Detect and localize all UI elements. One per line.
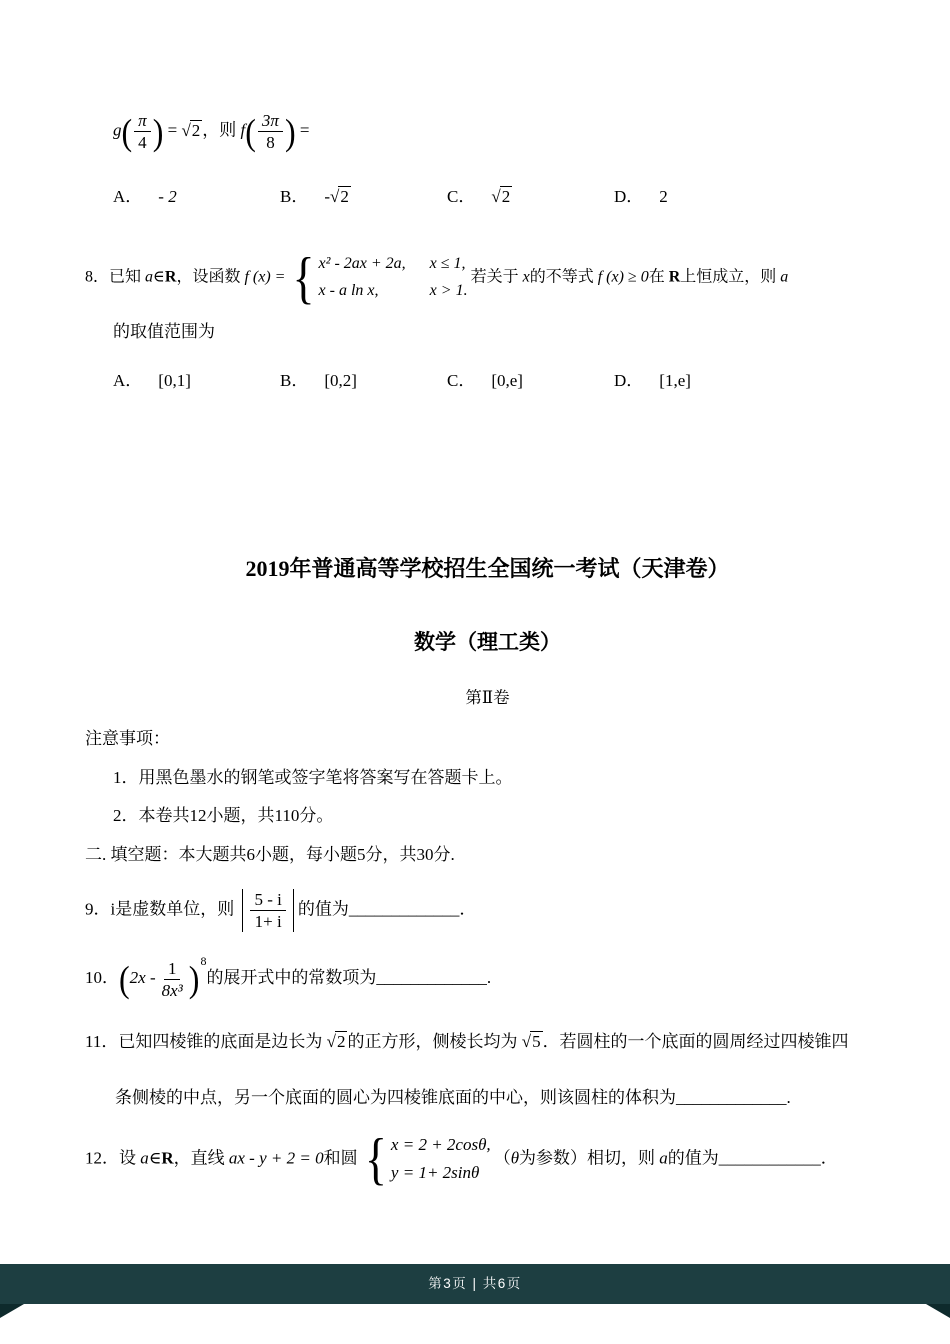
text: 上恒成立，则 bbox=[680, 268, 777, 286]
open-paren-icon: ( bbox=[119, 958, 130, 1000]
fraction-pi-over-4 bbox=[134, 110, 151, 154]
math-f-of-x: f (x) = bbox=[244, 268, 286, 286]
option-label: D． bbox=[614, 370, 644, 390]
text: 的取值范围为 bbox=[113, 322, 215, 342]
piecewise-function bbox=[292, 245, 468, 309]
brace-icon: { bbox=[292, 245, 315, 309]
math-var-a: a bbox=[659, 1147, 668, 1167]
question-11-line-2 bbox=[115, 1085, 890, 1111]
equation-x: x = 2 + 2cosθ, bbox=[390, 1134, 491, 1154]
radicand: 2 bbox=[340, 186, 349, 206]
piecewise-rows bbox=[319, 252, 468, 304]
open-paren-icon: ( bbox=[121, 111, 133, 153]
footer-corner-right-decoration bbox=[926, 1304, 950, 1318]
minus-sign: - bbox=[324, 186, 331, 206]
math-var-a: a bbox=[780, 268, 789, 286]
text: 设 bbox=[119, 1147, 136, 1167]
fraction-denominator: 1+ i bbox=[254, 911, 282, 931]
parametric-circle-equations bbox=[364, 1126, 491, 1191]
option-d bbox=[614, 368, 781, 394]
text: 在 bbox=[648, 268, 665, 286]
question-number: 11． bbox=[85, 1032, 119, 1052]
page-footer bbox=[0, 1264, 950, 1304]
option-a bbox=[113, 184, 280, 210]
math-var-a: a bbox=[140, 1147, 149, 1167]
option-c bbox=[447, 368, 614, 394]
question-8-stem-line-2 bbox=[113, 319, 890, 345]
radical-icon: √ bbox=[330, 186, 340, 206]
question-number: 8． bbox=[85, 268, 110, 286]
math-inequality: f (x) ≥ 0 bbox=[597, 268, 649, 286]
equals-sign: = bbox=[167, 120, 178, 140]
text: ，直线 bbox=[173, 1147, 225, 1167]
option-label: A． bbox=[113, 186, 143, 206]
text: 若关于 bbox=[470, 268, 519, 286]
option-label: A． bbox=[113, 370, 143, 390]
set-r-symbol: R bbox=[164, 268, 177, 286]
note-item-2: 2．本卷共12小题，共110分。 bbox=[113, 806, 334, 826]
fraction-denominator: 8 bbox=[266, 133, 275, 153]
question-8-options bbox=[113, 368, 890, 394]
case-2-expression: x - a ln x, bbox=[318, 281, 379, 299]
math-imaginary-unit: i bbox=[110, 899, 116, 919]
radicand: 2 bbox=[336, 1032, 346, 1052]
text-then: ，则 bbox=[202, 120, 237, 140]
text: 为参数）相切，则 bbox=[519, 1147, 656, 1167]
question-11-line-1 bbox=[85, 1029, 890, 1055]
text: ，设函数 bbox=[176, 268, 241, 286]
math-2x-minus: 2x - bbox=[129, 968, 156, 988]
exam-subject: 数学（理工类） bbox=[414, 630, 561, 655]
close-paren-icon: ) bbox=[284, 111, 296, 153]
fraction-1-over-8x3 bbox=[158, 958, 187, 1002]
math-var-x: x bbox=[522, 268, 530, 286]
fraction-complex bbox=[250, 889, 285, 933]
question-number: 10． bbox=[85, 968, 119, 988]
open-paren-icon: ( bbox=[245, 111, 256, 153]
sqrt-2 bbox=[181, 121, 202, 140]
question-12 bbox=[85, 1126, 890, 1191]
system-rows bbox=[391, 1132, 491, 1187]
option-value: [0,2] bbox=[324, 370, 357, 390]
set-r-symbol: R bbox=[668, 268, 681, 286]
footer-corner-left-decoration bbox=[0, 1304, 24, 1318]
fraction-3pi-over-8 bbox=[258, 110, 283, 154]
math-function-f: f bbox=[240, 120, 246, 140]
option-a bbox=[113, 368, 280, 394]
equation-y: y = 1+ 2sinθ bbox=[390, 1163, 480, 1183]
option-value: [0,1] bbox=[158, 370, 191, 390]
text: 的正方形，侧棱长均为 bbox=[347, 1032, 518, 1052]
sqrt-2 bbox=[330, 187, 351, 206]
text: ．若圆柱的一个底面的圆周经过四棱锥四 bbox=[542, 1032, 849, 1052]
page-indicator: 第3页 | 共6页 bbox=[428, 1275, 522, 1291]
option-label: D． bbox=[614, 186, 644, 206]
radicand: 2 bbox=[191, 120, 201, 140]
option-c bbox=[447, 184, 614, 210]
fraction-numerator: π bbox=[134, 110, 151, 132]
answer-blank: 的值为_____________． bbox=[297, 899, 477, 919]
option-b bbox=[280, 184, 447, 210]
radical-icon: √ bbox=[521, 1032, 532, 1052]
answer-blank: 的展开式中的常数项为_____________. bbox=[206, 968, 492, 988]
equals-sign: = bbox=[299, 120, 310, 140]
brace-icon: { bbox=[364, 1126, 387, 1191]
math-var-theta: θ bbox=[510, 1147, 520, 1167]
radicand: 2 bbox=[501, 186, 511, 206]
text: 是虚数单位，则 bbox=[115, 899, 235, 919]
text: 已知 bbox=[109, 268, 142, 286]
note-item-1: 1．用黑色墨水的钢笔或签字笔将答案写在答题卡上。 bbox=[113, 767, 513, 787]
radical-icon: √ bbox=[491, 186, 501, 206]
question-8-stem bbox=[85, 245, 890, 309]
set-r-symbol: R bbox=[161, 1147, 174, 1167]
text: 和圆 bbox=[323, 1147, 358, 1167]
close-paren-icon: ) bbox=[152, 111, 164, 153]
radical-icon: √ bbox=[326, 1032, 336, 1052]
option-label: C． bbox=[447, 186, 476, 206]
question-number: 12． bbox=[85, 1147, 119, 1167]
option-value: - 2 bbox=[158, 186, 177, 206]
fraction-numerator: 1 bbox=[164, 958, 181, 980]
math-line-equation: ax - y + 2 = 0 bbox=[228, 1147, 324, 1167]
option-value: 2 bbox=[659, 186, 668, 206]
math-var-a: a bbox=[145, 268, 154, 286]
case-1-expression: x² - 2ax + 2a, bbox=[318, 254, 406, 272]
radicand: 5 bbox=[532, 1032, 541, 1052]
open-fullwidth-paren: （ bbox=[493, 1147, 511, 1167]
fraction-denominator: 8x³ bbox=[161, 980, 183, 1000]
element-of-sign: ∈ bbox=[148, 1147, 162, 1167]
option-d bbox=[614, 184, 781, 210]
option-value: [0,e] bbox=[491, 370, 523, 390]
text: 的不等式 bbox=[529, 268, 594, 286]
math-function-g: g bbox=[113, 120, 122, 140]
sqrt-2 bbox=[327, 1032, 348, 1051]
question-7-options bbox=[113, 184, 890, 210]
volume-heading: 第Ⅱ卷 bbox=[465, 687, 510, 707]
question-10 bbox=[85, 952, 890, 1001]
fraction-numerator: 5 - i bbox=[250, 889, 285, 911]
sqrt-5 bbox=[522, 1032, 543, 1051]
fraction-numerator: 3π bbox=[258, 110, 283, 132]
option-label: C． bbox=[447, 370, 476, 390]
exponent-8: 8 bbox=[200, 954, 207, 969]
fill-in-section-heading: 二. 填空题：本大题共6小题，每小题5分，共30分. bbox=[85, 845, 455, 865]
notes-heading: 注意事项： bbox=[85, 729, 170, 749]
element-of-sign: ∈ bbox=[153, 268, 165, 286]
question-7-expression bbox=[113, 110, 890, 154]
case-2-condition: x > 1. bbox=[429, 281, 468, 299]
option-b bbox=[280, 368, 447, 394]
option-value: [1,e] bbox=[659, 370, 691, 390]
exam-title: 2019年普通高等学校招生全国统一考试（天津卷） bbox=[245, 556, 730, 582]
close-paren-icon: ) bbox=[188, 958, 200, 1000]
text: 已知四棱锥的底面是边长为 bbox=[118, 1032, 323, 1052]
case-1-condition: x ≤ 1, bbox=[429, 254, 466, 272]
option-label: B． bbox=[280, 186, 309, 206]
question-number: 9． bbox=[85, 899, 111, 919]
text-with-answer-blank: 条侧棱的中点，另一个底面的圆心为四棱锥底面的中心，则该圆柱的体积为_____________. bbox=[115, 1088, 791, 1108]
fraction-denominator: 4 bbox=[138, 133, 147, 153]
option-label: B． bbox=[280, 370, 309, 390]
question-9 bbox=[85, 889, 890, 933]
absolute-value-expression bbox=[242, 889, 293, 933]
answer-blank: 的值为____________． bbox=[667, 1147, 838, 1167]
sqrt-2 bbox=[491, 187, 512, 206]
radical-icon: √ bbox=[181, 120, 191, 140]
